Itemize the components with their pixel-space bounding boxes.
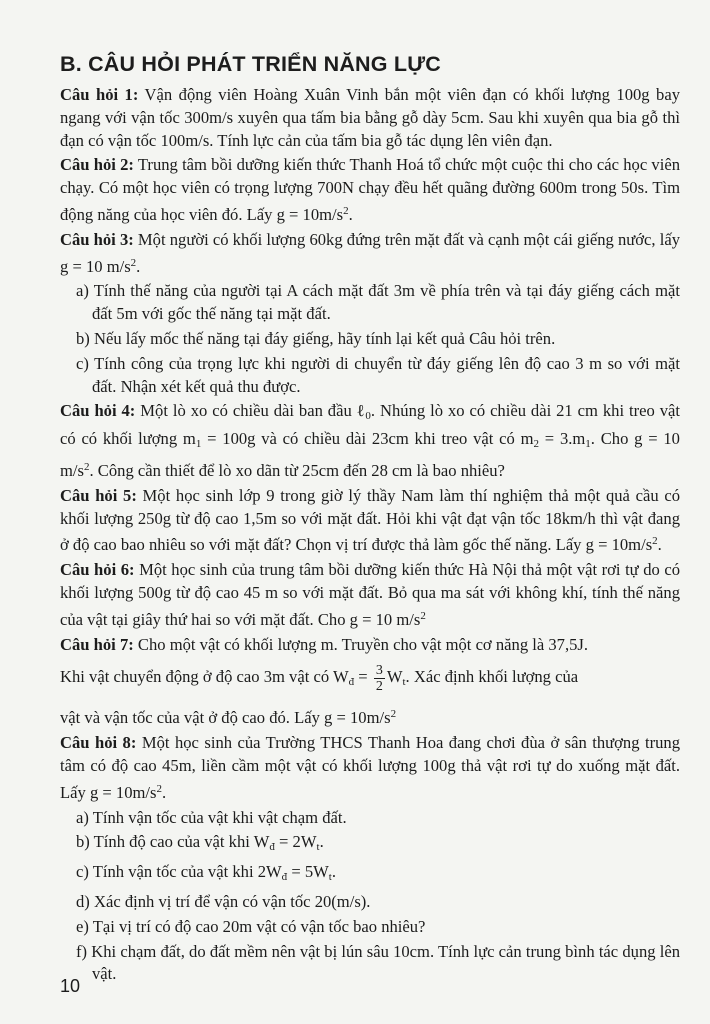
- question-8: [60, 732, 680, 804]
- part-b-text-2: = 2W: [274, 832, 317, 852]
- question-1: [60, 84, 680, 152]
- question-3: [60, 229, 680, 279]
- subscript: t: [316, 841, 320, 854]
- question-3-part-b: b) Nếu lấy mốc thế năng tại đáy giếng, hãy tính lại kết quả Câu hỏi trên.: [76, 328, 556, 348]
- superscript: 2: [652, 535, 658, 548]
- question-2-label: Câu hỏi 2:: [60, 155, 134, 175]
- question-8-label: Câu hỏi 8:: [60, 733, 137, 753]
- question-3-label: Câu hỏi 3:: [60, 229, 134, 249]
- question-3-part-c: c) Tính công của trọng lực khi người di chuyển từ đáy giếng lên độ cao 3 m so với mặt đất. Nhận xét kết quả thu được.: [76, 353, 680, 396]
- question-4-text-5: . Cho g = 10 m/s: [60, 429, 680, 480]
- question-7-text-3: W: [386, 667, 403, 687]
- superscript: 2: [343, 204, 349, 217]
- question-7-label: Câu hỏi 7:: [60, 634, 134, 654]
- question-2: [60, 154, 680, 226]
- question-5-text: Một học sinh lớp 9 trong giờ lý thầy Nam làm thí nghiệm thả một quả cầu có khối lượng 250g từ độ cao 1,5m so với mặt đất. Hỏi khi vật đạt vận tốc 18km/h thì vật đang ở độ cao bao nhiêu so với mặt đất? Chọn vị trí được thả làm gốc thế năng. Lấy g = 10m/s: [60, 485, 680, 555]
- question-7-text-5: vật và vận tốc của vật ở độ cao đó. Lấy g = 10m/s: [60, 708, 391, 728]
- question-2-text: Trung tâm bồi dưỡng kiến thức Thanh Hoá tổ chức một cuộc thi cho các học viên chạy. Có một học viên có trọng lượng 700N chạy đều hết quãng đường 600m trong 50s. Tìm động năng của học viên đó. Lấy g = 10m/s: [60, 155, 680, 224]
- question-7-text-2: Khi vật chuyển động ở độ cao 3m vật có W: [60, 667, 349, 687]
- question-6: [60, 559, 680, 631]
- question-3-text: Một người có khối lượng 60kg đứng trên mặt đất và cạnh một cái giếng nước, lấy g = 10 m/s: [60, 229, 680, 276]
- question-5-end: .: [657, 535, 662, 555]
- part-b-text-3: .: [319, 832, 324, 852]
- question-6-text: Một học sinh của trung tâm bồi dưỡng kiến thức Hà Nội thả một vật rơi tự do có khối lượng 500g từ độ cao 45 m so với mặt đất. Bỏ qua ma sát với không khí, tính thế năng của vật tại giây thứ hai so với mặt đất. Cho g = 10 m/s: [60, 560, 681, 629]
- question-1-label: Câu hỏi 1:: [60, 85, 139, 104]
- question-8-part-b: [76, 831, 680, 859]
- question-8-part-f: f) Khi chạm đất, do đất mềm nên vật bị lún sâu 10cm. Tính lực cản trung bình tác dụng lên vật.: [76, 941, 680, 984]
- question-6-label: Câu hỏi 6:: [60, 560, 135, 580]
- part-b-text-1: b) Tính độ cao của vật khi W: [76, 832, 270, 852]
- part-c-text-1: c) Tính vận tốc của vật khi 2W: [76, 862, 282, 882]
- question-4-label: Câu hỏi 4:: [60, 401, 136, 421]
- section-heading: B. CÂU HỎI PHÁT TRIỂN NĂNG LỰC: [60, 52, 441, 76]
- subscript: 1: [195, 438, 202, 451]
- superscript: 2: [156, 782, 162, 795]
- question-4: [60, 400, 680, 482]
- question-3-part-a: a) Tính thế năng của người tại A cách mặt đất 3m về phía trên và tại đáy giếng cách mặt đất 5m với gốc thế năng tại mặt đất.: [76, 281, 680, 324]
- equals-sign: =: [354, 667, 372, 687]
- question-4-text-4: = 3.m: [539, 429, 586, 449]
- question-7-formula-line: [60, 656, 680, 703]
- subscript: 0: [365, 410, 371, 423]
- question-8-part-c: [76, 861, 680, 889]
- subscript: 2: [533, 438, 540, 451]
- fraction-numerator: 3: [375, 663, 383, 679]
- page-number: 10: [60, 976, 81, 996]
- question-5-label: Câu hỏi 5:: [60, 485, 137, 505]
- part-c-text-2: = 5W: [287, 862, 329, 882]
- subscript: t: [328, 871, 332, 884]
- part-c-text-3: .: [331, 862, 337, 882]
- question-4-text-3: = 100g và có chiều dài 23cm khi treo vật có m: [201, 429, 534, 449]
- question-8-part-e: e) Tại vị trí có độ cao 20m vật có vận tốc bao nhiêu?: [76, 916, 426, 936]
- fraction: [374, 663, 385, 694]
- subscript: t: [402, 676, 406, 689]
- question-8-text: Một học sinh của Trường THCS Thanh Hoa đang chơi đùa ở sân thượng trung tâm có độ cao 45m, liền cầm một vật có khối lượng 100g thả vật rơi tự do xuống mặt đất. Lấy g = 10m/s: [60, 733, 681, 802]
- question-2-end: .: [348, 204, 353, 224]
- question-4-text-1: Một lò xo có chiều dài ban đầu ℓ: [135, 401, 366, 421]
- question-3-end: .: [136, 256, 141, 276]
- question-4-text-6: . Công cần thiết để lò xo dãn từ 25cm đến 28 cm là bao nhiêu?: [89, 460, 505, 480]
- question-7-last-line: [60, 703, 680, 730]
- question-7-text-4: . Xác định khối lượng của: [405, 667, 579, 687]
- superscript: 2: [390, 708, 397, 721]
- subscript: 1: [585, 438, 591, 451]
- superscript: 2: [130, 256, 137, 269]
- question-8-end: .: [161, 782, 167, 802]
- subscript: đ: [281, 871, 288, 884]
- question-7-text-1: Cho một vật có khối lượng m. Truyền cho vật một cơ năng là 37,5J.: [133, 634, 589, 654]
- question-5: [60, 485, 680, 557]
- fraction-denominator: 2: [375, 679, 383, 695]
- question-8-part-a: a) Tính vận tốc của vật khi vật chạm đất.: [76, 807, 347, 827]
- question-8-part-d: d) Xác định vị trí để vận có vận tốc 20(m/s).: [76, 891, 371, 911]
- subscript: đ: [269, 841, 275, 854]
- question-7: [60, 634, 680, 657]
- subscript: đ: [348, 676, 355, 689]
- superscript: 2: [83, 460, 90, 473]
- question-4-text-2: . Nhúng lò xo có chiều dài 21 cm khi treo vật có có khối lượng m: [60, 401, 681, 449]
- question-1-text: Vận động viên Hoàng Xuân Vinh bắn một viên đạn có khối lượng 100g bay ngang với vận tốc 300m/s xuyên qua tấm bia bằng gỗ dày 5cm. Sau khi xuyên qua bia gỗ thì đạn có vận tốc 100m/s. Tính lực cản của tấm bia gỗ tác dụng lên viên đạn.: [60, 85, 681, 150]
- superscript: 2: [420, 609, 426, 622]
